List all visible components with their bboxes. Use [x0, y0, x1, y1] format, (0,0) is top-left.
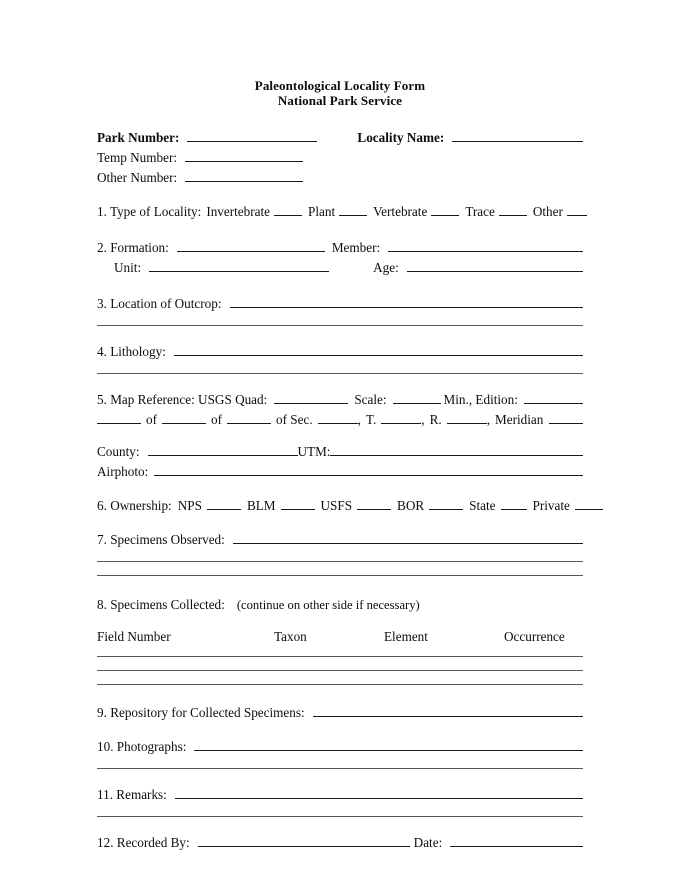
option-trace-label: Trace — [465, 204, 495, 219]
item-2-formation-row — [97, 238, 583, 256]
form-content — [97, 78, 583, 851]
item-6-ownership — [97, 496, 583, 514]
option-invertebrate-blank[interactable] — [274, 202, 302, 216]
airphoto-label: Airphoto: — [97, 464, 149, 479]
member-label: Member: — [331, 240, 381, 255]
county-utm-row — [97, 442, 583, 460]
item-11-label: 11. Remarks: — [97, 787, 167, 802]
item-2-label: 2. Formation: — [97, 240, 169, 255]
member-input[interactable] — [388, 238, 583, 252]
item-1-type-of-locality — [97, 202, 583, 220]
utm-input[interactable] — [330, 442, 583, 456]
meridian-label: Meridian — [494, 412, 544, 427]
of-label-2: of — [211, 412, 222, 427]
title-line-2: National Park Service — [277, 93, 403, 108]
range-input[interactable] — [447, 410, 487, 424]
column-header-element: Element — [384, 629, 428, 644]
comma-2: , — [421, 412, 425, 427]
option-other-label: Other — [532, 204, 563, 219]
column-header-occurrence: Occurrence — [504, 629, 565, 644]
item-10-photographs — [97, 737, 583, 755]
date-input[interactable] — [450, 833, 583, 847]
option-plant-label: Plant — [308, 204, 336, 219]
lithology-input[interactable] — [174, 342, 583, 356]
option-other-blank[interactable] — [567, 202, 587, 216]
utm-label: UTM: — [297, 444, 331, 459]
temp-number-label: Temp Number: — [97, 150, 178, 165]
item-4-lithology — [97, 342, 583, 360]
location-of-outcrop-input[interactable] — [230, 294, 583, 308]
option-trace-blank[interactable] — [499, 202, 527, 216]
township-input[interactable] — [381, 410, 421, 424]
meridian-input[interactable] — [549, 410, 583, 424]
owner-private-label: Private — [532, 498, 570, 513]
edition-input[interactable] — [524, 390, 583, 404]
owner-nps-label: NPS — [177, 498, 202, 513]
date-label: Date: — [413, 835, 443, 850]
item-7-specimens-observed — [97, 530, 583, 548]
other-number-row — [97, 168, 583, 186]
range-label: R. — [429, 412, 442, 427]
unit-input[interactable] — [149, 258, 329, 272]
unit-label: Unit: — [114, 260, 142, 275]
quarter-2-blank[interactable] — [162, 410, 206, 424]
other-number-label: Other Number: — [97, 170, 178, 185]
other-number-input[interactable] — [185, 168, 303, 182]
item-6-label: 6. Ownership: — [97, 498, 172, 513]
item-1-label: 1. Type of Locality: — [97, 204, 202, 219]
locality-name-label: Locality Name: — [357, 130, 445, 145]
option-plant-blank[interactable] — [339, 202, 367, 216]
owner-private-blank[interactable] — [575, 496, 603, 510]
owner-bor-label: BOR — [397, 498, 425, 513]
item-8-specimens-collected — [97, 596, 583, 614]
option-vertebrate-blank[interactable] — [431, 202, 459, 216]
item-8-note: (continue on other side if necessary) — [236, 598, 420, 612]
county-input[interactable] — [148, 442, 298, 456]
remarks-input[interactable] — [175, 785, 583, 799]
airphoto-input[interactable] — [154, 462, 583, 476]
section-input[interactable] — [318, 410, 358, 424]
formation-input[interactable] — [177, 238, 325, 252]
item-8-label: 8. Specimens Collected: — [97, 597, 225, 612]
park-number-input[interactable] — [187, 128, 317, 142]
item-4-label: 4. Lithology: — [97, 344, 166, 359]
owner-usfs-label: USFS — [320, 498, 353, 513]
airphoto-row — [97, 462, 583, 480]
owner-state-label: State — [469, 498, 496, 513]
usgs-quad-input[interactable] — [274, 390, 348, 404]
item-3-label: 3. Location of Outcrop: — [97, 296, 222, 311]
document-title — [97, 78, 583, 108]
option-vertebrate-label: Vertebrate — [373, 204, 428, 219]
county-label: County: — [97, 444, 140, 459]
age-label: Age: — [373, 260, 399, 275]
scale-input[interactable] — [393, 390, 441, 404]
temp-number-row — [97, 148, 583, 166]
title-line-1: Paleontological Locality Form — [254, 78, 426, 93]
park-number-row — [97, 128, 583, 146]
specimens-observed-input[interactable] — [233, 530, 583, 544]
min-edition-label: Min., Edition: — [443, 392, 518, 407]
item-5-section-row — [97, 410, 583, 428]
locality-name-input[interactable] — [452, 128, 583, 142]
item-5-label: 5. Map Reference: USGS Quad: — [97, 392, 268, 407]
owner-bor-blank[interactable] — [429, 496, 463, 510]
park-number-label: Park Number: — [97, 130, 180, 145]
owner-usfs-blank[interactable] — [357, 496, 391, 510]
item-7-label: 7. Specimens Observed: — [97, 532, 225, 547]
township-label: T. — [365, 412, 377, 427]
age-input[interactable] — [407, 258, 583, 272]
specimens-table-header — [97, 628, 583, 645]
option-invertebrate-label: Invertebrate — [206, 204, 271, 219]
item-11-remarks — [97, 785, 583, 803]
of-label-1: of — [146, 412, 157, 427]
owner-blm-blank[interactable] — [281, 496, 315, 510]
comma-1: , — [357, 412, 361, 427]
owner-state-blank[interactable] — [501, 496, 527, 510]
owner-nps-blank[interactable] — [207, 496, 241, 510]
recorded-by-input[interactable] — [198, 833, 410, 847]
column-header-taxon: Taxon — [274, 629, 307, 644]
column-header-field-number: Field Number — [97, 629, 171, 644]
item-12-label: 12. Recorded By: — [97, 835, 190, 850]
repository-input[interactable] — [313, 703, 583, 717]
comma-3: , — [486, 412, 490, 427]
item-3-location-of-outcrop — [97, 294, 583, 312]
quarter-3-blank[interactable] — [227, 410, 271, 424]
item-5-map-reference — [97, 390, 583, 408]
item-9-repository — [97, 703, 583, 721]
photographs-input[interactable] — [194, 737, 583, 751]
scale-label: Scale: — [354, 392, 387, 407]
item-10-label: 10. Photographs: — [97, 739, 187, 754]
item-9-label: 9. Repository for Collected Specimens: — [97, 705, 305, 720]
quarter-1-blank[interactable] — [97, 410, 141, 424]
item-2-unit-row — [97, 258, 583, 276]
of-sec-label: of Sec. — [276, 412, 313, 427]
owner-blm-label: BLM — [246, 498, 276, 513]
item-12-recorded-by — [97, 833, 583, 851]
temp-number-input[interactable] — [185, 148, 303, 162]
